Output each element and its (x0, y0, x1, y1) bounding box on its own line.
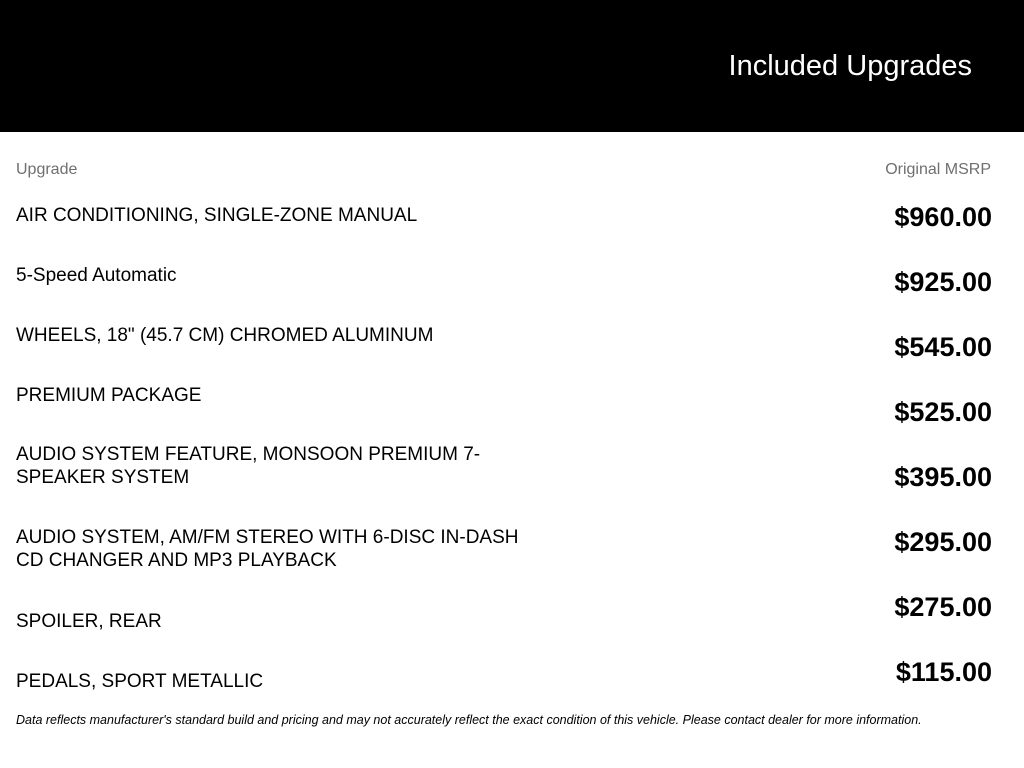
upgrade-price: $295.00 (894, 527, 992, 557)
upgrade-name: AIR CONDITIONING, SINGLE-ZONE MANUAL (16, 205, 418, 226)
upgrade-name: 5-Speed Automatic (16, 265, 177, 286)
upgrade-name: PEDALS, SPORT METALLIC (16, 671, 264, 692)
page-header (0, 0, 1024, 132)
upgrade-price: $925.00 (894, 267, 992, 297)
upgrade-price: $115.00 (895, 657, 992, 687)
upgrade-name: PREMIUM PACKAGE (16, 385, 202, 406)
upgrade-price: $545.00 (894, 332, 992, 362)
upgrade-name: WHEELS, 18" (45.7 CM) CHROMED ALUMINUM (16, 325, 434, 346)
upgrade-name: SPOILER, REAR (16, 611, 162, 632)
column-header-upgrade: Upgrade (16, 161, 78, 178)
upgrade-price: $525.00 (894, 397, 992, 427)
column-header-original-msrp: Original MSRP (885, 161, 991, 178)
upgrade-name: AUDIO SYSTEM, AM/FM STEREO WITH 6-DISC IN-DASH CD CHANGER AND MP3 PLAYBACK (16, 527, 519, 571)
page-title: Included Upgrades (728, 50, 972, 82)
upgrade-price: $275.00 (894, 592, 992, 622)
upgrade-price: $960.00 (894, 202, 992, 232)
upgrade-price: $395.00 (894, 462, 992, 492)
disclaimer-text: Data reflects manufacturer's standard build and pricing and may not accurately reflect the exact condition of this vehicle. Please contact dealer for more information. (16, 713, 922, 727)
upgrade-name: AUDIO SYSTEM FEATURE, MONSOON PREMIUM 7- SPEAKER SYSTEM (16, 444, 481, 488)
